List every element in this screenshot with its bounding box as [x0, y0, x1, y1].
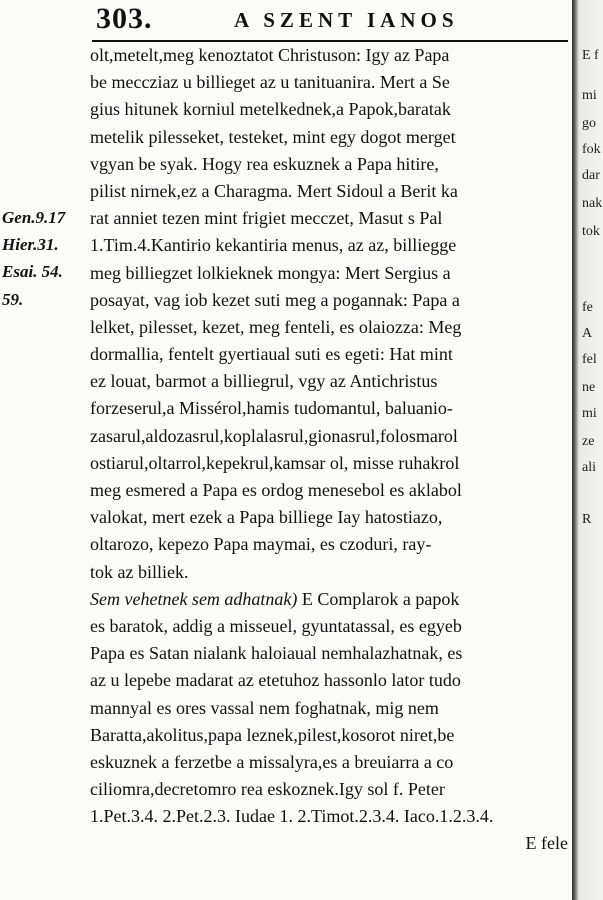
- text-line: olt,metelt,meg kenoztatot Christuson: Igy az Papa: [90, 45, 450, 65]
- text-line: tok az billiek.: [90, 561, 189, 582]
- gutter-fragment: fok: [582, 142, 601, 157]
- gutter-fragment: dar: [582, 168, 600, 183]
- margin-note: Esai. 54.: [2, 262, 63, 281]
- gutter-fragment: go: [582, 116, 596, 131]
- text-line: vgyan be syak. Hogy rea eskuznek a Papa hitire,: [90, 153, 439, 174]
- gutter-fragment: ne: [582, 380, 596, 395]
- text-line: valokat, mert ezek a Papa billiege Iay hatostiazo,: [90, 507, 443, 528]
- text-line: ciliomra,decretomro rea eskoznek.Igy sol f. Peter: [90, 779, 445, 800]
- gutter-fragment: fe: [582, 300, 593, 315]
- page-number: 303.: [96, 2, 153, 35]
- text-line: Papa es Satan nialank haloiaual nemhalazhatnak, es: [90, 643, 463, 664]
- text-line: zasarul,aldozasrul,koplalasrul,gionasrul,folosmarol: [90, 425, 458, 446]
- margin-note: 59.: [2, 290, 24, 309]
- running-title: A SZENT IANOS: [234, 8, 459, 32]
- facing-page-edge: [572, 0, 603, 900]
- text-line: posayat, vag iob kezet suti meg a pogannak: Papa a: [90, 289, 460, 310]
- text-line: Baratta,akolitus,papa leznek,pilest,kosorot niret,be: [90, 724, 455, 745]
- text-line: metelik pilesseket, testeket, mint egy dogot merget: [90, 126, 456, 147]
- gutter-fragment: mi: [582, 88, 597, 103]
- lemma-text: E Complarok a papok: [297, 588, 460, 609]
- text-line: dormallia, fentelt gyertiaual suti es egeti: Hat mint: [90, 344, 453, 365]
- lemma-line: [90, 586, 568, 613]
- text-line: be meccziaz u billieget az u tanituanira. Mert a Se: [90, 72, 450, 93]
- gutter-fragment: R: [582, 512, 592, 527]
- text-line: meg esmered a Papa es ordog menesebol es aklabol: [90, 480, 462, 500]
- margin-note: Hier.31.: [2, 235, 59, 254]
- text-line: gius hitunek korniul metelkednek,a Papok,baratak: [90, 99, 451, 120]
- text-line: mannyal es ores vassal nem foghatnak, mig nem: [90, 697, 439, 718]
- text-line: es baratok, addig a misseuel, gyuntatassal, es egyeb: [90, 615, 462, 636]
- margin-note: Gen.9.17: [2, 208, 66, 227]
- catchword: E fele: [525, 833, 568, 854]
- gutter-fragment: tok: [582, 224, 600, 239]
- text-line: ostiarul,oltarrol,kepekrul,kamsar ol, misse ruhakrol: [90, 452, 460, 473]
- gutter-fragment: ze: [582, 434, 595, 449]
- text-line: az u lepebe madarat az etetuhoz hassonlo lator tudo: [90, 670, 461, 691]
- text-body: [90, 42, 568, 858]
- text-line: 1.Pet.3.4. 2.Pet.2.3. Iudae 1. 2.Timot.2.3.4. Iaco.1.2.3.4.: [90, 806, 494, 827]
- text-line: 1.Tim.4.Kantirio kekantiria menus, az az, billiegge: [90, 235, 457, 256]
- text-line: meg billiegzet lolkieknek mongya: Mert Sergius a: [90, 262, 451, 283]
- gutter-fragment: ali: [582, 460, 596, 475]
- text-line: forzeserul,a Missérol,hamis tudomantul, baluanio-: [90, 398, 453, 419]
- gutter-fragment: fel: [582, 352, 597, 367]
- text-line: oltarozo, kepezo Papa maymai, es czoduri, ray-: [90, 534, 432, 555]
- text-line: eskuznek a ferzetbe a missalyra,es a breuiarra a co: [90, 751, 454, 772]
- lemma-italic: Sem vehetnek sem adhatnak): [90, 588, 298, 609]
- page-header: [96, 2, 566, 38]
- gutter-fragment: A: [582, 326, 593, 341]
- text-line: ez louat, barmot a billiegrul, vgy az Antichristus: [90, 371, 438, 392]
- gutter-fragment: E f: [582, 48, 599, 63]
- text-line: rat anniet tezen mint frigiet mecczet, Masut s Pal: [90, 208, 443, 229]
- text-line: pilist nirnek,ez a Charagma. Mert Sidoul a Berit ka: [90, 180, 458, 201]
- text-line: lelket, pilesset, kezet, meg fenteli, es olaiozza: Meg: [90, 316, 462, 337]
- gutter-fragment: nak: [582, 196, 603, 211]
- gutter-fragment: mi: [582, 406, 597, 421]
